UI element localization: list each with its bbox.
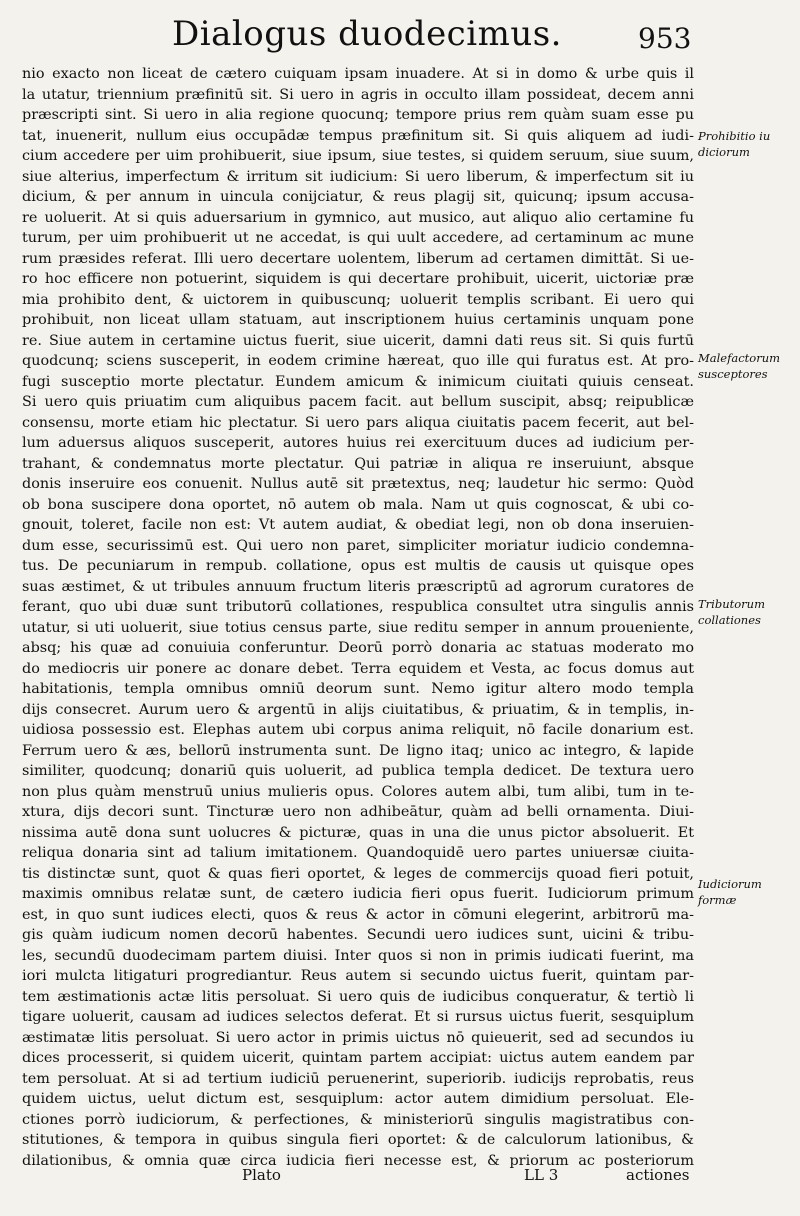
margin-note-line: diciorum bbox=[698, 145, 750, 159]
margin-note-malefactorum bbox=[698, 350, 794, 382]
text-line: utatur, si uti uoluerit, siue totius census parte, siue reditu semper in annum proueniente, bbox=[22, 619, 694, 636]
text-line: prohibuit, non liceat ullam statuam, aut inscriptionem huius certaminis unquam pone bbox=[22, 312, 694, 328]
margin-note-line: Prohibitio iu bbox=[698, 129, 771, 143]
text-line: ferant, quo ubi duæ sunt tributorū collationes, respublica consultet utra singulis annis bbox=[22, 599, 694, 615]
text-line: est, in quo sunt iudices electi, quos & reus & actor in cōmuni elegerint, arbitrorū ma- bbox=[22, 906, 694, 923]
text-line: dijs consecret. Aurum uero & argentū in alijs ciuitatibus, & priuatim, & in templis, in- bbox=[22, 701, 694, 718]
body-text bbox=[22, 64, 694, 1171]
footer-author: Plato bbox=[242, 1166, 281, 1184]
text-line: dum esse, securissimū est. Qui uero non paret, simpliciter moriatur iudicio condemna- bbox=[22, 537, 694, 554]
text-line: non plus quàm menstruū unius mulieris opus. Colores autem albi, tum alibi, tum in te- bbox=[22, 783, 694, 800]
text-line: tis distinctæ sunt, quot & quas fieri oportet, & leges de commercijs quoad fieri potuit, bbox=[22, 865, 694, 882]
margin-note-line: Tributorum bbox=[698, 597, 765, 611]
text-line: dicium, & per annum in uincula conijciatur, & reus plagij sit, quicunq; ipsum accusa- bbox=[22, 189, 694, 205]
text-line: rum præsides referat. Illi uero decertare uolentem, liberum ad certamen dimittāt. Si ue- bbox=[22, 250, 694, 267]
text-line: cium accedere per uim prohibuerit, siue ipsum, siue testes, si quidem seruum, siue suum, bbox=[22, 148, 694, 164]
text-line: maximis omnibus relatæ sunt, de cætero iudicia fieri opus fuerit. Iudiciorum primum bbox=[22, 886, 694, 902]
text-line: ro hoc efficere non potuerint, siquidem is qui decertare prohibuit, uicerit, uictoriæ præ bbox=[22, 271, 694, 287]
text-line: lum aduersus aliquos susceperit, autores huius rei exercituum duces ad iudicium per- bbox=[22, 435, 694, 451]
text-line: tem persoluat. At si ad tertium iudiciū peruenerint, superiorib. iudicijs reprobatis, reus bbox=[22, 1070, 694, 1087]
text-line: nissima autē dona sunt uolucres & picturæ, quas in una die unus pictor absoluerit. Et bbox=[22, 824, 694, 841]
margin-note-line: formæ bbox=[698, 893, 737, 907]
text-line: similiter, quodcunq; donariū quis uoluerit, ad publica templa dedicet. De textura uero bbox=[22, 763, 694, 779]
text-line: suas æstimet, & ut tribules annuum fructum literis præscriptū ad agrorum curatores de bbox=[22, 578, 694, 595]
text-line: do mediocris uir ponere ac donare debet. Terra equidem et Vesta, ac focus domus aut bbox=[22, 660, 694, 677]
text-line: tem æstimationis actæ litis persoluat. Si uero quis de iudicibus conqueratur, & tertiò li bbox=[22, 988, 694, 1005]
text-line: dilationibus, & omnia quæ circa iudicia fieri necesse est, & priorum ac posteriorum bbox=[22, 1152, 694, 1169]
margin-note-prohibitio bbox=[698, 128, 794, 160]
margin-note-tributorum bbox=[698, 596, 794, 628]
text-line: dices processerit, si quidem uicerit, quintam partem accipiat: uictus autem eandem par bbox=[22, 1050, 694, 1066]
text-line: ctiones porrò iudiciorum, & perfectiones, & ministeriorū singulis magistratibus con- bbox=[22, 1111, 694, 1128]
text-line: re. Siue autem in certamine uictus fuerit, siue uicerit, damni dati reus sit. Si quis furtū bbox=[22, 332, 694, 349]
text-line: absq; his quæ ad conuiuia conferuntur. Deorū porrò donaria ac statuas moderato mo bbox=[22, 640, 694, 656]
text-line: habitationis, templa omnibus omniū deorum sunt. Nemo igitur altero modo templa bbox=[22, 681, 694, 697]
text-line: Si uero quis priuatim cum aliquibus pacem facit. aut bellum suscipit, absq; reipublicæ bbox=[22, 394, 694, 410]
text-line: tus. De pecuniarum in rempub. collatione, opus est multis de causis ut quisque opes bbox=[22, 558, 694, 574]
text-line: donis inseruire eos conuenit. Nullus autē sit prætextus, neq; laudetur hic sermo: Quòd bbox=[22, 476, 694, 492]
running-title: Dialogus duodecimus. bbox=[172, 14, 562, 54]
text-line: reliqua donaria sint ad talium imitationem. Quandoquidē uero partes uniuersæ ciuita- bbox=[22, 845, 694, 861]
text-line: ob bona suscipere dona oportet, nō autem ob mala. Nam ut quis cognoscat, & ubi co- bbox=[22, 496, 694, 513]
margin-note-line: Iudiciorum bbox=[698, 877, 762, 891]
page-number: 953 bbox=[638, 22, 692, 55]
text-line: re uoluerit. At si quis aduersarium in gymnico, aut musico, aut aliquo alio certamine fu bbox=[22, 209, 694, 226]
text-line: turum, per uim prohibuerit ut ne accedat, is qui uult accedere, ad certaminum ac mune bbox=[22, 230, 694, 246]
text-line: consensu, morte etiam hic plectatur. Si uero pars aliqua ciuitatis pacem fecerit, aut bel- bbox=[22, 414, 694, 431]
margin-note-line: susceptores bbox=[698, 367, 768, 381]
text-line: quidem uictus, uelut dictum est, sesquiplum: actor autem dimidium persoluat. Ele- bbox=[22, 1091, 694, 1107]
signature-mark: LL 3 bbox=[524, 1166, 559, 1184]
text-line: uidiosa possessio est. Elephas autem ubi corpus anima reliquit, nō facile donarium est. bbox=[22, 722, 694, 738]
text-line: quodcunq; sciens susceperit, in eodem crimine hæreat, quo ille qui furatus est. At pro- bbox=[22, 353, 694, 369]
text-line: trahant, & condemnatus morte plectatur. Qui patriæ in aliqua re inseruiunt, absque bbox=[22, 455, 694, 472]
text-line: nio exacto non liceat de cætero cuiquam ipsam inuadere. At si in domo & urbe quis il bbox=[22, 66, 694, 82]
text-line: siue alterius, imperfectum & irritum sit iudicium: Si uero liberum, & imperfectum sit iu bbox=[22, 168, 694, 185]
text-line: xtura, dijs decori sunt. Tincturæ uero non adhibeātur, quàm ad belli ornamenta. Diui- bbox=[22, 804, 694, 820]
text-line: æstimatæ litis persoluat. Si uero actor in primis uictus nō quieuerit, sed ad secundos iu bbox=[22, 1029, 694, 1046]
margin-note-iudiciorum bbox=[698, 876, 794, 908]
catchword: actiones bbox=[626, 1166, 690, 1184]
text-line: Ferrum uero & æs, bellorū instrumenta sunt. De ligno itaq; unico ac integro, & lapide bbox=[22, 742, 694, 759]
margin-note-line: collationes bbox=[698, 613, 761, 627]
page-footer bbox=[0, 1166, 800, 1190]
text-line: gis quàm iudicum nomen decorū habentes. Secundi uero iudices sunt, uicini & tribu- bbox=[22, 927, 694, 943]
text-line: fugi susceptio morte plectatur. Eundem amicum & inimicum ciuitati quiuis censeat. bbox=[22, 373, 694, 390]
text-line: mia prohibito dent, & uictorem in quibuscunq; uoluerit templis scribant. Ei uero qui bbox=[22, 291, 694, 308]
text-line: tat, inuenerit, nullum eius occupādæ tempus præfinitum sit. Si quis aliquem ad iudi- bbox=[22, 127, 694, 144]
margin-note-line: Malefactorum bbox=[698, 351, 781, 365]
running-head bbox=[0, 14, 800, 64]
text-line: la utatur, triennium præfinitū sit. Si uero in agris in occulto illam possideat, decem anni bbox=[22, 86, 694, 103]
text-line: stitutiones, & tempora in quibus singula fieri oportet: & de calculorum lationibus, & bbox=[22, 1132, 694, 1148]
text-line: præscripti sint. Si uero in alia regione quocunq; tempore prius rem quàm suam esse pu bbox=[22, 107, 694, 123]
text-line: les, secundū duodecimam partem diuisi. Inter quos si non in primis iudicati fuerint, ma bbox=[22, 947, 694, 964]
text-line: gnouit, toleret, facile non est: Vt autem audiat, & obediat legi, non ob dona inseruien- bbox=[22, 517, 694, 533]
text-line: iori mulcta litigaturi progrediantur. Reus autem si secundo uictus fuerit, quintam par- bbox=[22, 968, 694, 984]
text-line: tigare uoluerit, causam ad iudices selectos deferat. Et si rursus uictus fuerit, sesquiplum bbox=[22, 1009, 694, 1025]
